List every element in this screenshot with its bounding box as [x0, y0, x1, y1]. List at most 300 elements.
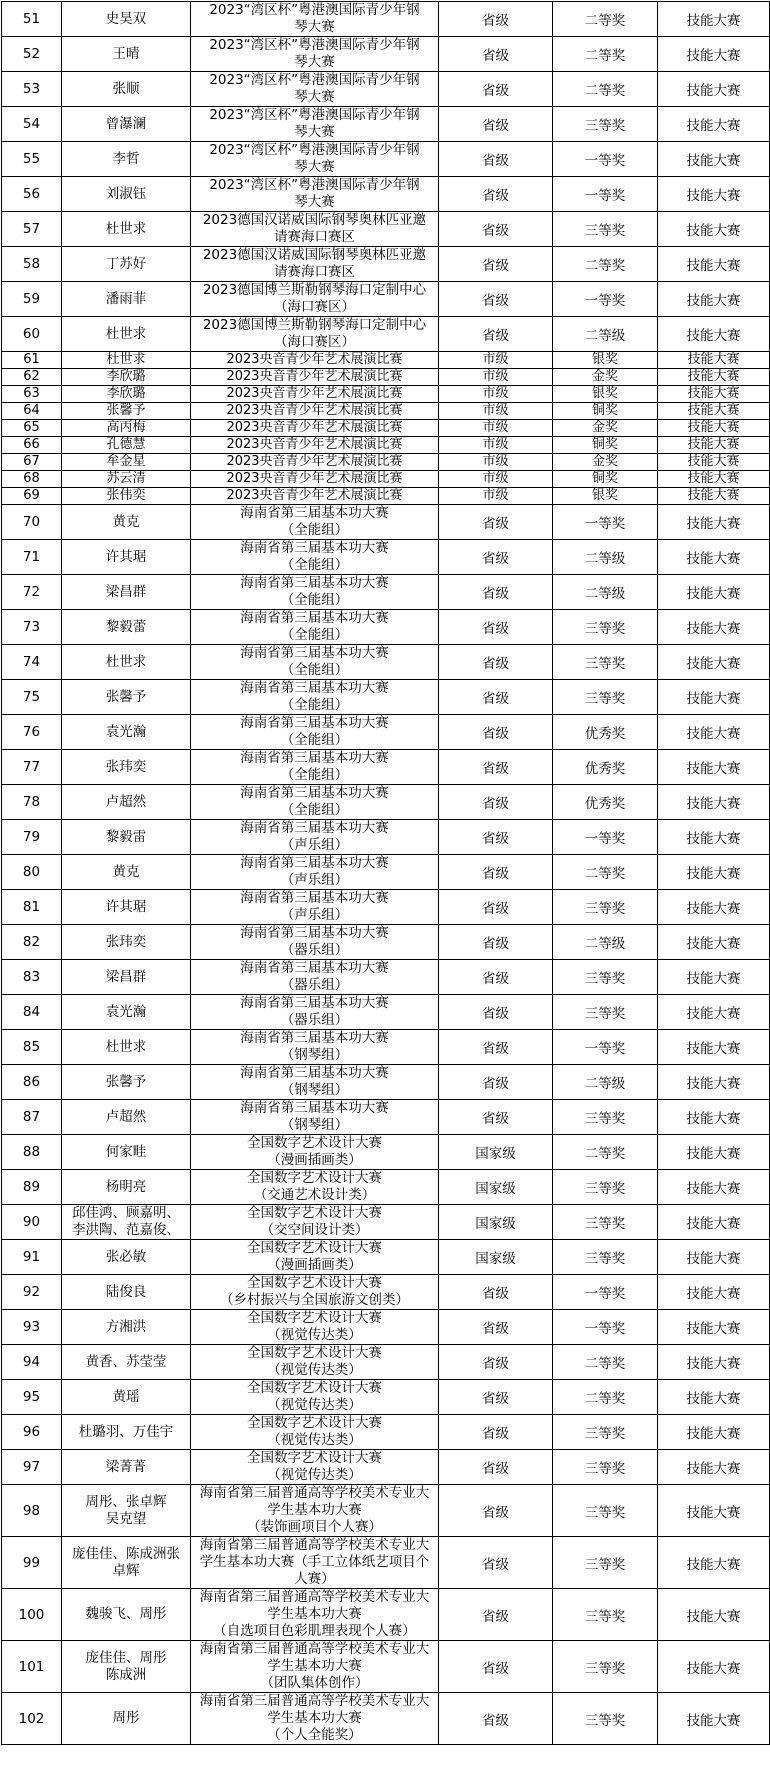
- award-grade-cell: 优秀奖: [553, 750, 658, 785]
- award-level-cell: 省级: [439, 610, 553, 645]
- awardee-name-cell: [62, 282, 191, 317]
- competition-type-cell: 技能大赛: [658, 107, 770, 142]
- awardee-name-cell: [62, 1641, 191, 1693]
- awardee-name-cell: [62, 369, 191, 386]
- competition-name-line: 2023央音青少年艺术展演比赛: [226, 437, 403, 452]
- award-grade-cell: 一等奖: [553, 505, 658, 540]
- award-grade-cell: 三等奖: [553, 1450, 658, 1485]
- awardee-name-line: 陈成洲: [105, 1666, 147, 1683]
- table-row: [2, 1275, 770, 1310]
- table-row: [2, 1240, 770, 1275]
- competition-type-cell: 技能大赛: [658, 1205, 770, 1240]
- row-number-cell: 90: [2, 1205, 62, 1240]
- awardee-name-line: 梁昌群: [105, 583, 147, 600]
- award-grade-cell: 铜奖: [553, 471, 658, 488]
- row-number-cell: 84: [2, 995, 62, 1030]
- award-grade-cell: 三等奖: [553, 1100, 658, 1135]
- award-level-cell: 省级: [439, 1450, 553, 1485]
- competition-type-cell: 技能大赛: [658, 282, 770, 317]
- award-level-cell: 市级: [439, 437, 553, 454]
- table-row: [2, 925, 770, 960]
- competition-name-cell: [191, 1641, 439, 1693]
- competition-name-line: （全能组）: [280, 802, 349, 818]
- awardee-name-cell: [62, 1345, 191, 1380]
- competition-name-line: 请赛海口赛区: [274, 229, 355, 245]
- competition-name-cell: [191, 540, 439, 575]
- awardee-name-line: 张玮奕: [105, 933, 147, 950]
- award-level-cell: 省级: [439, 317, 553, 352]
- award-level-cell: 省级: [439, 785, 553, 820]
- table-row: [2, 1450, 770, 1485]
- row-number-cell: 64: [2, 403, 62, 420]
- awardee-name-line: 庞佳佳、周彤: [85, 1649, 167, 1666]
- award-grade-cell: 三等奖: [553, 1170, 658, 1205]
- competition-type-cell: 技能大赛: [658, 575, 770, 610]
- awardee-name-line: 张馨予: [105, 688, 147, 705]
- competition-name-line: 琴大赛: [294, 194, 335, 210]
- row-number-cell: 97: [2, 1450, 62, 1485]
- table-row: [2, 317, 770, 352]
- row-number-cell: 71: [2, 540, 62, 575]
- awardee-name-line: 吴克望: [105, 1510, 147, 1527]
- competition-name-cell: [191, 575, 439, 610]
- competition-type-cell: 技能大赛: [658, 1310, 770, 1345]
- awardee-name-cell: [62, 1205, 191, 1240]
- competition-name-line: 全国数字艺术设计大赛: [247, 1275, 382, 1291]
- award-level-cell: 省级: [439, 107, 553, 142]
- row-number-cell: 89: [2, 1170, 62, 1205]
- competition-type-cell: 技能大赛: [658, 680, 770, 715]
- awardee-name-cell: [62, 610, 191, 645]
- award-grade-cell: 金奖: [553, 369, 658, 386]
- awardee-name-line: 黎毅雷: [105, 828, 147, 845]
- competition-name-line: （海口赛区）: [274, 299, 355, 315]
- competition-type-cell: 技能大赛: [658, 2, 770, 37]
- awardee-name-line: 杜世求: [105, 1038, 147, 1055]
- awardee-name-line: 袁光瀚: [105, 723, 147, 740]
- row-number-cell: 51: [2, 2, 62, 37]
- competition-name-line: 2023德国博兰斯勒钢琴海口定制中心: [202, 317, 427, 333]
- competition-name-line: （器乐组）: [280, 942, 349, 958]
- competition-name-line: （全能组）: [280, 697, 349, 713]
- awardee-name-cell: [62, 785, 191, 820]
- row-number-cell: 65: [2, 420, 62, 437]
- competition-name-line: 海南省第三届基本功大赛: [240, 925, 389, 941]
- competition-name-line: 2023央音青少年艺术展演比赛: [226, 352, 403, 367]
- competition-type-cell: 技能大赛: [658, 1100, 770, 1135]
- competition-type-cell: 技能大赛: [658, 610, 770, 645]
- award-level-cell: 市级: [439, 471, 553, 488]
- awardee-name-line: 李欣璐: [106, 369, 146, 384]
- competition-type-cell: 技能大赛: [658, 960, 770, 995]
- row-number-cell: 70: [2, 505, 62, 540]
- awardee-name-line: 杜世求: [106, 352, 146, 367]
- competition-name-line: （钢琴组）: [280, 1082, 349, 1098]
- award-level-cell: 省级: [439, 177, 553, 212]
- award-grade-cell: 三等奖: [553, 1415, 658, 1450]
- competition-type-cell: 技能大赛: [658, 177, 770, 212]
- award-level-cell: 省级: [439, 212, 553, 247]
- competition-type-cell: 技能大赛: [658, 855, 770, 890]
- row-number-cell: 66: [2, 437, 62, 454]
- competition-name-cell: [191, 1693, 439, 1745]
- competition-type-cell: 技能大赛: [658, 352, 770, 369]
- award-grade-cell: 三等奖: [553, 960, 658, 995]
- competition-name-cell: [191, 785, 439, 820]
- competition-name-line: 海南省第三届基本功大赛: [240, 750, 389, 766]
- competition-name-cell: [191, 471, 439, 488]
- row-number-cell: 81: [2, 890, 62, 925]
- competition-type-cell: 技能大赛: [658, 1275, 770, 1310]
- award-grade-cell: 三等奖: [553, 680, 658, 715]
- award-level-cell: 国家级: [439, 1240, 553, 1275]
- award-grade-cell: 铜奖: [553, 403, 658, 420]
- competition-name-cell: [191, 282, 439, 317]
- competition-name-line: 琴大赛: [294, 19, 335, 35]
- awardee-name-line: 魏骏飞、周彤: [85, 1606, 167, 1622]
- competition-name-cell: [191, 1170, 439, 1205]
- competition-name-line: 琴大赛: [294, 124, 335, 140]
- award-grade-cell: 三等奖: [553, 1641, 658, 1693]
- competition-name-cell: [191, 454, 439, 471]
- competition-name-line: 海南省第三届基本功大赛: [240, 1100, 389, 1116]
- competition-name-line: （全能组）: [280, 627, 349, 643]
- table-row: [2, 890, 770, 925]
- row-number-cell: 77: [2, 750, 62, 785]
- competition-name-line: 全国数字艺术设计大赛: [247, 1380, 382, 1396]
- competition-type-cell: 技能大赛: [658, 890, 770, 925]
- awardee-name-cell: [62, 37, 191, 72]
- competition-name-line: 海南省第三届基本功大赛: [240, 1065, 389, 1081]
- awardee-name-cell: [62, 1275, 191, 1310]
- competition-name-line: （器乐组）: [280, 1012, 349, 1028]
- awardee-name-line: 杜世求: [105, 220, 147, 237]
- competition-type-cell: 技能大赛: [658, 1065, 770, 1100]
- competition-type-cell: 技能大赛: [658, 1030, 770, 1065]
- awardee-name-cell: [62, 820, 191, 855]
- competition-type-cell: 技能大赛: [658, 750, 770, 785]
- competition-name-line: 学生基本功大赛: [267, 1658, 362, 1674]
- competition-name-line: 海南省第三届基本功大赛: [240, 995, 389, 1011]
- award-level-cell: 市级: [439, 352, 553, 369]
- table-row: [2, 1537, 770, 1589]
- competition-type-cell: 技能大赛: [658, 420, 770, 437]
- award-level-cell: 省级: [439, 960, 553, 995]
- awardee-name-cell: [62, 2, 191, 37]
- competition-name-line: 2023央音青少年艺术展演比赛: [226, 420, 403, 435]
- competition-type-cell: 技能大赛: [658, 1450, 770, 1485]
- competition-name-line: （声乐组）: [280, 907, 349, 923]
- awardee-name-line: 黎毅蕾: [105, 618, 147, 635]
- competition-name-line: 学生基本功大赛: [267, 1502, 362, 1518]
- awardee-name-cell: [62, 1135, 191, 1170]
- competition-type-cell: 技能大赛: [658, 247, 770, 282]
- competition-type-cell: 技能大赛: [658, 454, 770, 471]
- competition-name-cell: [191, 1537, 439, 1589]
- award-level-cell: 省级: [439, 1345, 553, 1380]
- table-row: [2, 247, 770, 282]
- competition-name-line: （装饰画项目个人赛）: [247, 1519, 382, 1535]
- award-level-cell: 省级: [439, 680, 553, 715]
- award-grade-cell: 一等奖: [553, 142, 658, 177]
- award-level-cell: 省级: [439, 1380, 553, 1415]
- row-number-cell: 78: [2, 785, 62, 820]
- award-level-cell: 国家级: [439, 1135, 553, 1170]
- row-number-cell: 82: [2, 925, 62, 960]
- awardee-name-cell: [62, 855, 191, 890]
- award-level-cell: 省级: [439, 1485, 553, 1537]
- awardee-name-line: 黄香、苏莹莹: [85, 1353, 167, 1370]
- awardee-name-line: 方湘洪: [105, 1318, 147, 1335]
- row-number-cell: 102: [2, 1693, 62, 1745]
- award-level-cell: 省级: [439, 645, 553, 680]
- awardee-name-line: 张馨予: [105, 1073, 147, 1090]
- competition-name-cell: [191, 403, 439, 420]
- awardee-name-line: 卓辉: [112, 1562, 140, 1579]
- table-row: [2, 1415, 770, 1450]
- award-level-cell: 省级: [439, 750, 553, 785]
- competition-name-line: 全国数字艺术设计大赛: [247, 1205, 382, 1221]
- awardee-name-line: 许其琚: [105, 898, 147, 915]
- competition-name-line: 海南省第三届基本功大赛: [240, 890, 389, 906]
- competition-name-line: 2023央音青少年艺术展演比赛: [226, 454, 403, 469]
- award-grade-cell: 银奖: [553, 352, 658, 369]
- competition-type-cell: 技能大赛: [658, 72, 770, 107]
- competition-name-line: 全国数字艺术设计大赛: [247, 1415, 382, 1431]
- table-row: [2, 471, 770, 488]
- table-row: [2, 750, 770, 785]
- competition-name-line: （个人全能奖）: [267, 1727, 362, 1743]
- awardee-name-cell: [62, 1310, 191, 1345]
- table-row: [2, 1485, 770, 1537]
- competition-type-cell: 技能大赛: [658, 437, 770, 454]
- row-number-cell: 83: [2, 960, 62, 995]
- competition-name-line: 海南省第三届基本功大赛: [240, 505, 389, 521]
- competition-name-line: 2023央音青少年艺术展演比赛: [226, 386, 403, 401]
- award-grade-cell: 二等奖: [553, 247, 658, 282]
- awardee-name-line: 卢超然: [105, 793, 147, 810]
- awardee-name-cell: [62, 1537, 191, 1589]
- competition-type-cell: 技能大赛: [658, 1170, 770, 1205]
- competition-name-line: （钢琴组）: [280, 1047, 349, 1063]
- table-row: [2, 1345, 770, 1380]
- award-grade-cell: 银奖: [553, 386, 658, 403]
- competition-name-cell: [191, 1065, 439, 1100]
- competition-name-cell: [191, 1310, 439, 1345]
- award-grade-cell: 二等奖: [553, 1380, 658, 1415]
- awardee-name-line: 张玮奕: [105, 758, 147, 775]
- award-grade-cell: 三等奖: [553, 1693, 658, 1745]
- row-number-cell: 75: [2, 680, 62, 715]
- award-grade-cell: 二等奖: [553, 1345, 658, 1380]
- competition-name-line: （声乐组）: [280, 872, 349, 888]
- competition-name-line: 海南省第三届基本功大赛: [240, 540, 389, 556]
- award-grade-cell: 二等奖: [553, 855, 658, 890]
- competition-type-cell: 技能大赛: [658, 540, 770, 575]
- award-level-cell: 市级: [439, 386, 553, 403]
- row-number-cell: 52: [2, 37, 62, 72]
- awardee-name-line: 苏云清: [106, 471, 146, 486]
- table-row: [2, 282, 770, 317]
- competition-name-line: 2023“湾区杯”粤港澳国际青少年钢: [209, 2, 420, 18]
- table-row: [2, 995, 770, 1030]
- competition-name-cell: [191, 1345, 439, 1380]
- competition-name-line: （全能组）: [280, 767, 349, 783]
- row-number-cell: 86: [2, 1065, 62, 1100]
- competition-name-line: 全国数字艺术设计大赛: [247, 1170, 382, 1186]
- competition-type-cell: 技能大赛: [658, 995, 770, 1030]
- award-grade-cell: 铜奖: [553, 437, 658, 454]
- awardee-name-cell: [62, 212, 191, 247]
- row-number-cell: 100: [2, 1589, 62, 1641]
- award-grade-cell: 一等奖: [553, 820, 658, 855]
- award-level-cell: 国家级: [439, 1170, 553, 1205]
- competition-name-cell: [191, 37, 439, 72]
- table-row: [2, 820, 770, 855]
- award-grade-cell: 二等级: [553, 925, 658, 960]
- competition-type-cell: 技能大赛: [658, 1345, 770, 1380]
- award-level-cell: 省级: [439, 1100, 553, 1135]
- awardee-name-line: 黄瑶: [112, 1388, 140, 1405]
- row-number-cell: 74: [2, 645, 62, 680]
- competition-name-cell: [191, 925, 439, 960]
- competition-type-cell: 技能大赛: [658, 369, 770, 386]
- awardee-name-cell: [62, 142, 191, 177]
- awardee-name-line: 黄克: [112, 513, 140, 530]
- award-grade-cell: 三等奖: [553, 610, 658, 645]
- competition-type-cell: 技能大赛: [658, 1589, 770, 1641]
- awardee-name-line: 刘淑钰: [105, 185, 147, 202]
- competition-name-line: （全能组）: [280, 522, 349, 538]
- competition-name-cell: [191, 750, 439, 785]
- competition-name-cell: [191, 960, 439, 995]
- awardee-name-line: 李洪陶、范嘉俊、: [72, 1222, 180, 1238]
- competition-type-cell: 技能大赛: [658, 505, 770, 540]
- row-number-cell: 92: [2, 1275, 62, 1310]
- competition-name-cell: [191, 995, 439, 1030]
- table-row: [2, 715, 770, 750]
- competition-name-cell: [191, 1205, 439, 1240]
- awardee-name-cell: [62, 1100, 191, 1135]
- award-grade-cell: 一等奖: [553, 282, 658, 317]
- row-number-cell: 67: [2, 454, 62, 471]
- competition-type-cell: 技能大赛: [658, 212, 770, 247]
- award-level-cell: 省级: [439, 925, 553, 960]
- competition-type-cell: 技能大赛: [658, 1380, 770, 1415]
- competition-name-cell: [191, 855, 439, 890]
- awardee-name-cell: [62, 1589, 191, 1641]
- awardee-name-line: 周彤、张卓辉: [85, 1493, 167, 1510]
- row-number-cell: 91: [2, 1240, 62, 1275]
- table-row: [2, 142, 770, 177]
- awardee-name-cell: [62, 317, 191, 352]
- table-row: [2, 855, 770, 890]
- table-row: [2, 1380, 770, 1415]
- awardee-name-line: 杜世求: [105, 325, 147, 342]
- competition-name-cell: [191, 890, 439, 925]
- table-row: [2, 386, 770, 403]
- awardee-name-line: 王晴: [112, 45, 140, 62]
- row-number-cell: 94: [2, 1345, 62, 1380]
- award-level-cell: 省级: [439, 2, 553, 37]
- competition-name-line: （漫画插画类）: [267, 1152, 362, 1168]
- awardee-name-line: 何家畦: [105, 1143, 147, 1160]
- competition-name-line: 全国数字艺术设计大赛: [247, 1450, 382, 1466]
- table-row: [2, 1100, 770, 1135]
- competition-name-line: 海南省第三届基本功大赛: [240, 645, 389, 661]
- competition-name-cell: [191, 247, 439, 282]
- award-level-cell: 省级: [439, 1537, 553, 1589]
- award-level-cell: 省级: [439, 37, 553, 72]
- competition-name-line: 海南省第三届基本功大赛: [240, 820, 389, 836]
- competition-name-line: 海南省第三届基本功大赛: [240, 960, 389, 976]
- awardee-name-line: 杨明亮: [105, 1178, 147, 1195]
- row-number-cell: 88: [2, 1135, 62, 1170]
- competition-name-line: 海南省第三届基本功大赛: [240, 715, 389, 731]
- awardee-name-cell: [62, 247, 191, 282]
- award-level-cell: 市级: [439, 488, 553, 505]
- award-level-cell: 省级: [439, 540, 553, 575]
- competition-name-cell: [191, 505, 439, 540]
- row-number-cell: 73: [2, 610, 62, 645]
- competition-name-line: 2023央音青少年艺术展演比赛: [226, 471, 403, 486]
- award-grade-cell: 三等奖: [553, 1537, 658, 1589]
- table-row: [2, 2, 770, 37]
- competition-name-line: 海南省第三届基本功大赛: [240, 785, 389, 801]
- awardee-name-cell: [62, 1415, 191, 1450]
- competition-type-cell: 技能大赛: [658, 1240, 770, 1275]
- table-row: [2, 1030, 770, 1065]
- competition-name-cell: [191, 437, 439, 454]
- competition-name-line: （全能组）: [280, 592, 349, 608]
- award-grade-cell: 二等级: [553, 575, 658, 610]
- competition-name-line: 学生基本功大赛（手工立体纸艺项目个: [199, 1554, 430, 1570]
- awardee-name-cell: [62, 575, 191, 610]
- table-row: [2, 177, 770, 212]
- award-level-cell: 省级: [439, 1275, 553, 1310]
- competition-name-cell: [191, 1275, 439, 1310]
- competition-name-line: 海南省第三届普通高等学校美术专业大: [199, 1589, 430, 1605]
- awardee-name-line: 许其琚: [105, 548, 147, 565]
- awardee-name-cell: [62, 1693, 191, 1745]
- competition-name-cell: [191, 369, 439, 386]
- award-level-cell: 省级: [439, 282, 553, 317]
- award-level-cell: 省级: [439, 575, 553, 610]
- table-row: [2, 610, 770, 645]
- award-level-cell: 市级: [439, 454, 553, 471]
- competition-name-line: 2023德国汉诺威国际钢琴奥林匹亚邀: [202, 247, 427, 263]
- competition-name-line: 2023央音青少年艺术展演比赛: [226, 369, 403, 384]
- table-row: [2, 107, 770, 142]
- award-grade-cell: 优秀奖: [553, 715, 658, 750]
- competition-name-line: （海口赛区）: [274, 334, 355, 350]
- awards-table-body: [2, 2, 770, 1745]
- competition-type-cell: 技能大赛: [658, 142, 770, 177]
- awardee-name-line: 张馨予: [106, 403, 146, 418]
- awardee-name-cell: [62, 471, 191, 488]
- row-number-cell: 87: [2, 1100, 62, 1135]
- competition-type-cell: 技能大赛: [658, 715, 770, 750]
- award-grade-cell: 三等奖: [553, 890, 658, 925]
- competition-name-line: 海南省第三届普通高等学校美术专业大: [199, 1693, 430, 1709]
- award-level-cell: 省级: [439, 995, 553, 1030]
- competition-name-line: 2023“湾区杯”粤港澳国际青少年钢: [209, 72, 420, 88]
- awardee-name-line: 邱佳鸿、顾嘉明、: [72, 1205, 180, 1221]
- competition-name-line: 请赛海口赛区: [274, 264, 355, 280]
- awardee-name-cell: [62, 890, 191, 925]
- awardee-name-line: 周彤: [112, 1710, 140, 1726]
- row-number-cell: 96: [2, 1415, 62, 1450]
